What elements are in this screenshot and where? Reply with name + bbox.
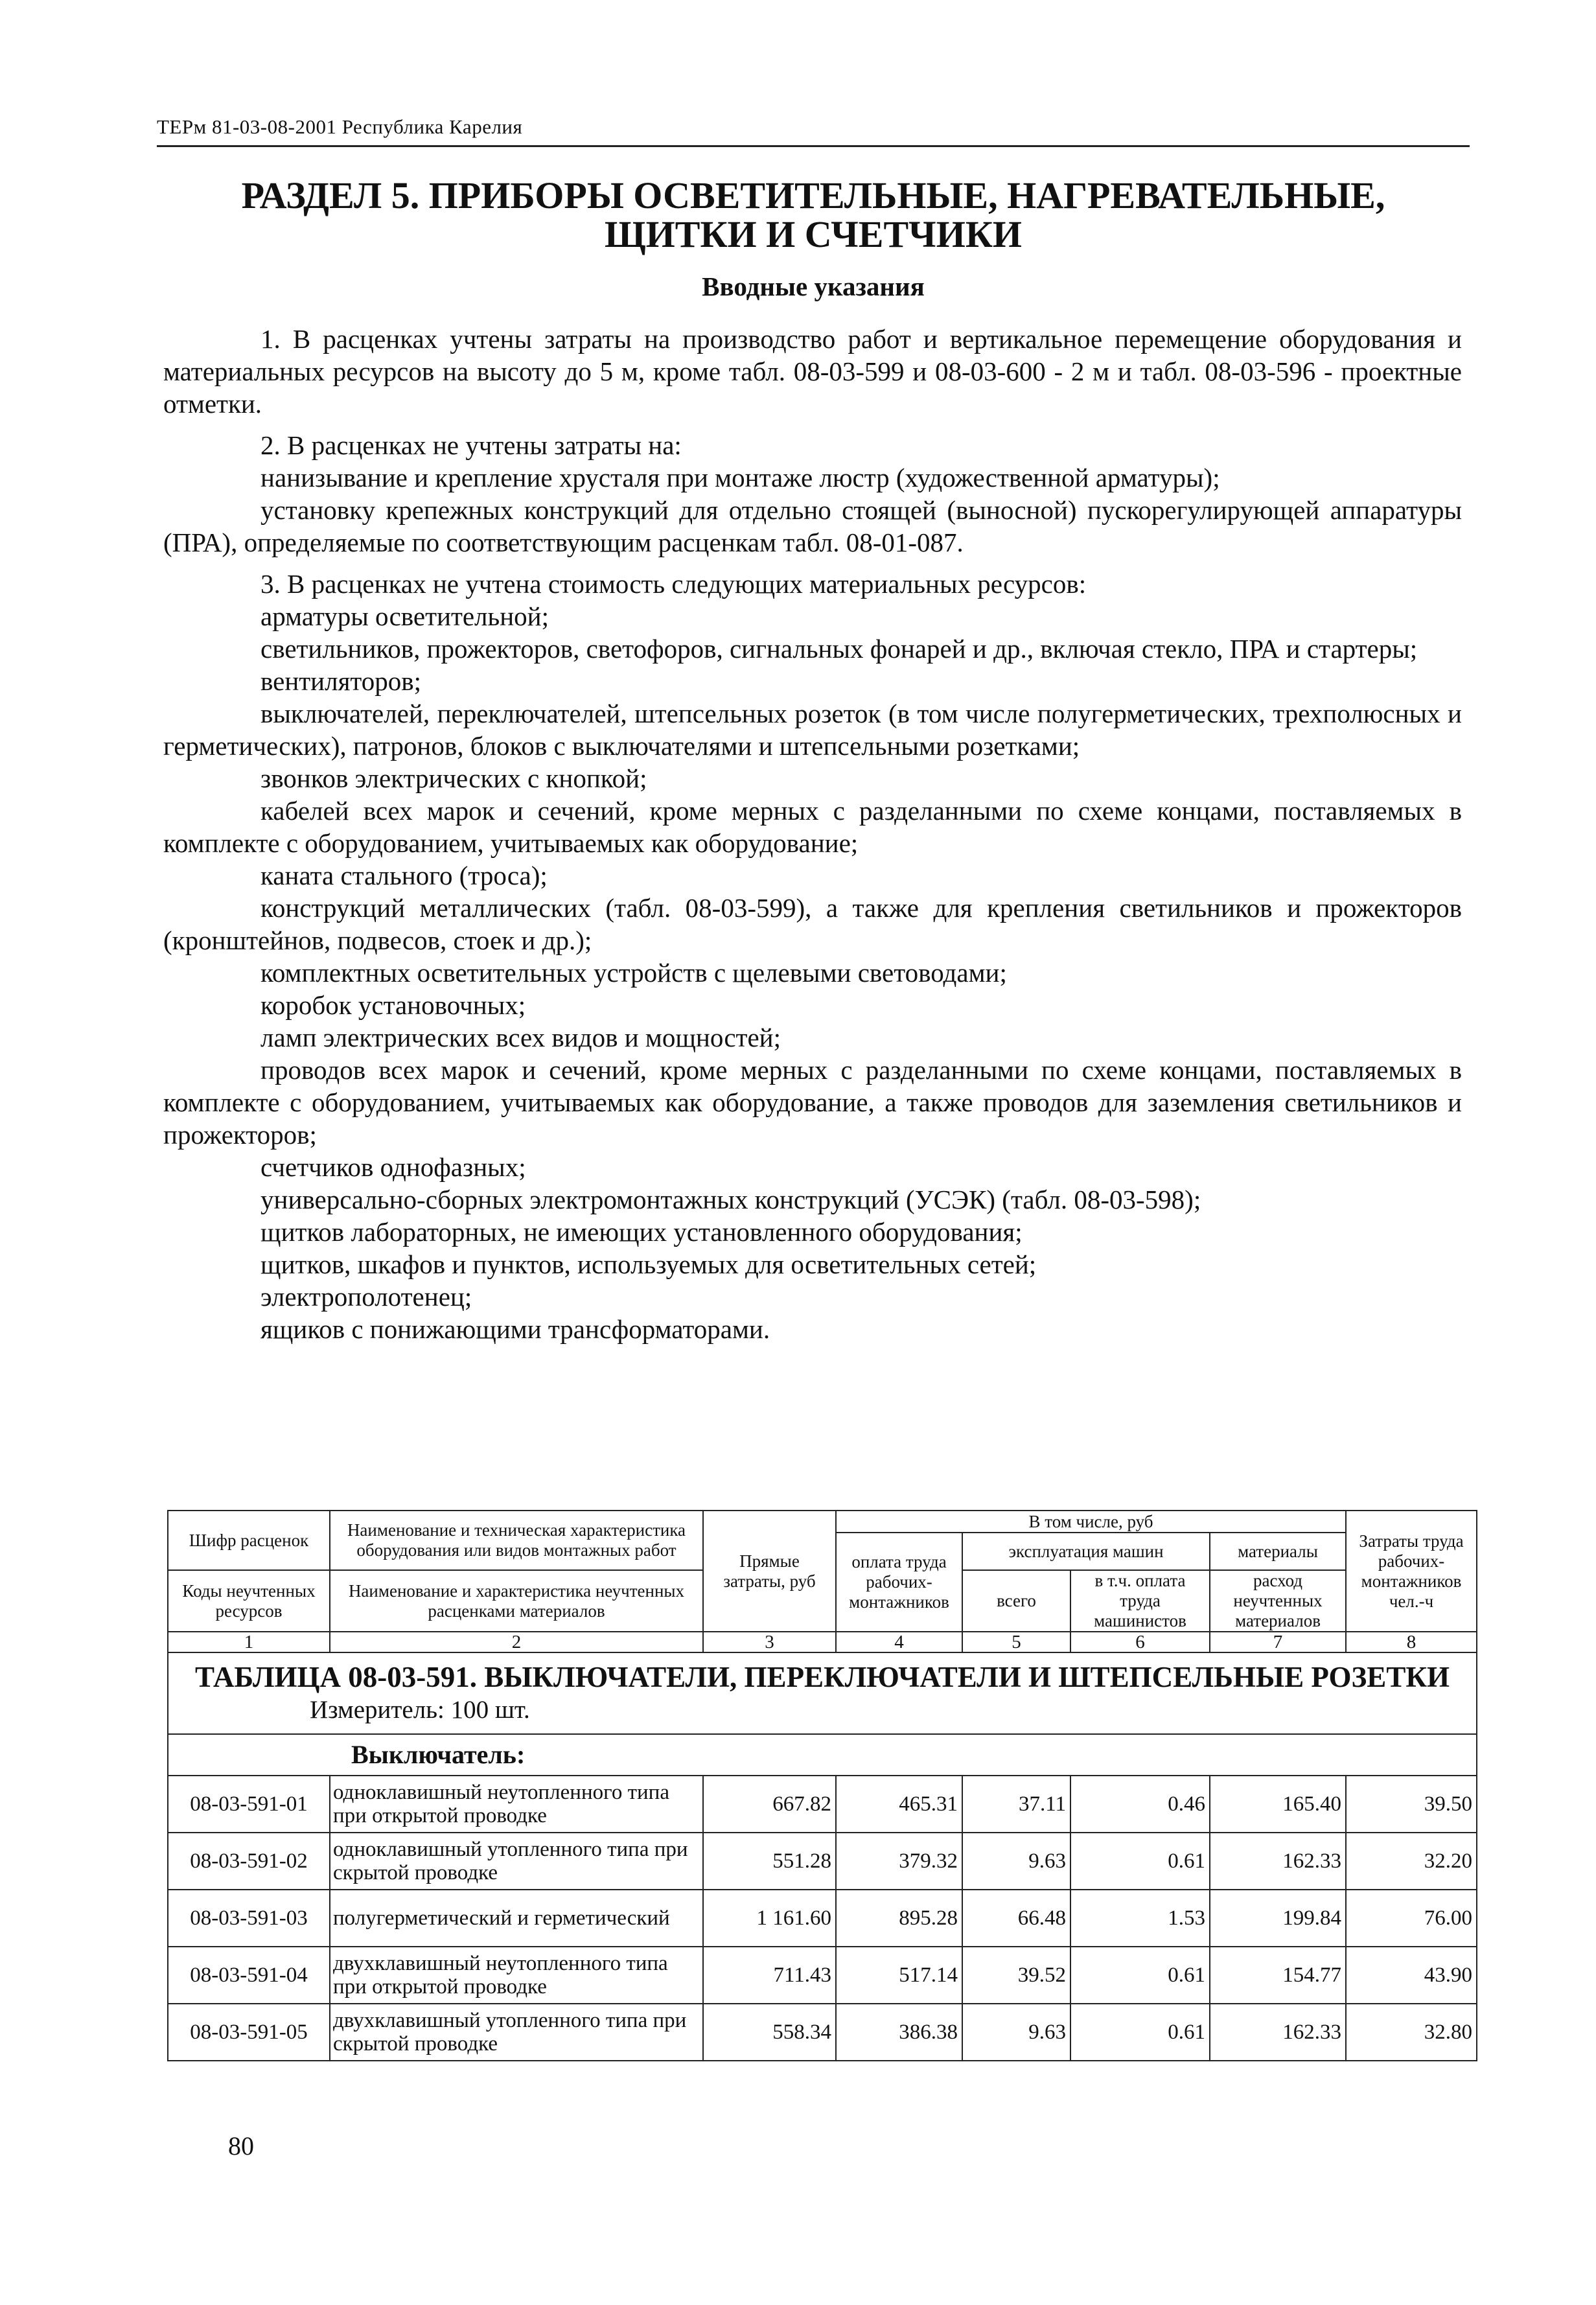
machinist-pay-value: 1.53 xyxy=(1070,1890,1210,1947)
labor-hours-value: 32.20 xyxy=(1346,1833,1477,1890)
direct-costs-value: 1 161.60 xyxy=(703,1890,836,1947)
paragraph: светильников, прожекторов, светофоров, сигнальных фонарей и др., включая стекло, ПРА и стартеры; xyxy=(260,634,1418,664)
rate-code: 08-03-591-03 xyxy=(168,1890,330,1947)
section-title-line1: РАЗДЕЛ 5. ПРИБОРЫ ОСВЕТИТЕЛЬНЫЕ, НАГРЕВАТЕЛЬНЫЕ, xyxy=(241,174,1385,216)
paragraph: проводов всех марок и сечений, кроме мерных с разделанными по схеме концами, поставляемых в комплекте с оборудованием, учитываемых как оборудование, а также проводов для заземления светильников и прожекторов; xyxy=(163,1055,1462,1150)
header-unaccounted-materials: Наименование и характеристика неучтенных расценками материалов xyxy=(330,1570,703,1632)
rate-description: двухклавишный неутопленного типа при открытой проводке xyxy=(330,1947,703,2004)
column-number: 6 xyxy=(1070,1632,1210,1652)
direct-costs-value: 711.43 xyxy=(703,1947,836,2004)
rate-code: 08-03-591-01 xyxy=(168,1776,330,1833)
paragraph: вентиляторов; xyxy=(260,666,422,696)
paragraph: щитков, шкафов и пунктов, используемых для осветительных сетей; xyxy=(260,1249,1037,1279)
rates-table-wrapper xyxy=(167,1510,1476,2061)
materials-value: 154.77 xyxy=(1210,1947,1346,2004)
column-number: 1 xyxy=(168,1632,330,1652)
group-heading: Выключатель: xyxy=(168,1734,1477,1776)
labor-pay-value: 386.38 xyxy=(836,2004,962,2061)
header-direct-costs: Прямые затраты, руб xyxy=(703,1511,836,1632)
running-header: ТЕРм 81-03-08-2001 Республика Карелия xyxy=(157,115,523,138)
header-name: Наименование и техническая характеристика оборудования или видов монтажных работ xyxy=(330,1511,703,1570)
paragraph: установку крепежных конструкций для отдельно стоящей (выносной) пускорегулирующей аппаратуры (ПРА), определяемые по соответствующим расценкам табл. 08-01-087. xyxy=(163,495,1462,557)
header-materials: материалы xyxy=(1210,1533,1346,1570)
paragraph: 2. В расценках не учтены затраты на: xyxy=(260,430,682,460)
paragraph: комплектных осветительных устройств с щелевыми световодами; xyxy=(260,958,1007,988)
materials-value: 199.84 xyxy=(1210,1890,1346,1947)
header-labor-pay: оплата труда рабочих-монтажников xyxy=(836,1533,962,1632)
machines-value: 9.63 xyxy=(962,2004,1070,2061)
header-machinist-pay: в т.ч. оплата труда машинистов xyxy=(1070,1570,1210,1632)
header-unaccounted-codes: Коды неучтенных ресурсов xyxy=(168,1570,330,1632)
table-title: ТАБЛИЦА 08-03-591. ВЫКЛЮЧАТЕЛИ, ПЕРЕКЛЮЧАТЕЛИ И ШТЕПСЕЛЬНЫЕ РОЗЕТКИ xyxy=(168,1652,1477,1695)
labor-pay-value: 517.14 xyxy=(836,1947,962,2004)
machines-value: 39.52 xyxy=(962,1947,1070,2004)
column-number: 4 xyxy=(836,1632,962,1652)
paragraph: ящиков с понижающими трансформаторами. xyxy=(260,1314,770,1344)
table-row xyxy=(168,1833,1477,1890)
header-machines: эксплуатация машин xyxy=(962,1533,1210,1570)
column-number-row xyxy=(168,1632,1477,1652)
paragraph: щитков лабораторных, не имеющих установленного оборудования; xyxy=(260,1217,1023,1247)
direct-costs-value: 558.34 xyxy=(703,2004,836,2061)
labor-hours-value: 39.50 xyxy=(1346,1776,1477,1833)
table-meter: Измеритель: 100 шт. xyxy=(168,1695,1477,1734)
column-number: 5 xyxy=(962,1632,1070,1652)
section-title-line2: ЩИТКИ И СЧЕТЧИКИ xyxy=(604,213,1022,255)
table-title-row xyxy=(168,1652,1477,1695)
header-row xyxy=(168,1511,1477,1533)
paragraph: кабелей всех марок и сечений, кроме мерных с разделанными по схеме концами, поставляемых в комплекте с оборудованием, учитываемых как оборудование; xyxy=(163,796,1462,858)
table-row xyxy=(168,1890,1477,1947)
column-number: 7 xyxy=(1210,1632,1346,1652)
paragraph: арматуры осветительной; xyxy=(260,601,549,631)
labor-pay-value: 379.32 xyxy=(836,1833,962,1890)
rate-code: 08-03-591-05 xyxy=(168,2004,330,2061)
machines-value: 37.11 xyxy=(962,1776,1070,1833)
header-labor-costs: Затраты труда рабочих-монтажников чел.-ч xyxy=(1346,1511,1477,1632)
materials-value: 162.33 xyxy=(1210,1833,1346,1890)
rate-code: 08-03-591-02 xyxy=(168,1833,330,1890)
machinist-pay-value: 0.61 xyxy=(1070,1833,1210,1890)
direct-costs-value: 551.28 xyxy=(703,1833,836,1890)
rate-description: двухклавишный утопленного типа при скрытой проводке xyxy=(330,2004,703,2061)
column-number: 3 xyxy=(703,1632,836,1652)
rates-table xyxy=(167,1510,1477,2061)
paragraph: 1. В расценках учтены затраты на производство работ и вертикальное перемещение оборудования и материальных ресурсов на высоту до 5 м, кроме табл. 08-03-599 и 08-03-600 - 2 м и табл. 08-03-596 - проектные отметки. xyxy=(163,324,1462,419)
materials-value: 165.40 xyxy=(1210,1776,1346,1833)
header-rule xyxy=(157,145,1470,147)
table-row xyxy=(168,2004,1477,2061)
table-row xyxy=(168,1947,1477,2004)
group-row xyxy=(168,1734,1477,1776)
table-row xyxy=(168,1776,1477,1833)
paragraph: звонков электрических с кнопкой; xyxy=(260,763,647,793)
header-code: Шифр расценок xyxy=(168,1511,330,1570)
paragraph: счетчиков однофазных; xyxy=(260,1152,526,1182)
paragraph: конструкций металлических (табл. 08-03-599), а также для крепления светильников и прожекторов (кронштейнов, подвесов, стоек и др.); xyxy=(163,893,1462,955)
labor-hours-value: 32.80 xyxy=(1346,2004,1477,2061)
machines-value: 66.48 xyxy=(962,1890,1070,1947)
header-machines-total: всего xyxy=(962,1570,1070,1632)
column-number: 8 xyxy=(1346,1632,1477,1652)
machinist-pay-value: 0.61 xyxy=(1070,2004,1210,2061)
direct-costs-value: 667.82 xyxy=(703,1776,836,1833)
paragraph: 3. В расценках не учтена стоимость следующих материальных ресурсов: xyxy=(260,569,1087,599)
header-including: В том числе, руб xyxy=(836,1511,1346,1533)
page-number: 80 xyxy=(228,2131,254,2160)
labor-hours-value: 43.90 xyxy=(1346,1947,1477,2004)
paragraph: нанизывание и крепление хрусталя при монтаже люстр (художественной арматуры); xyxy=(260,463,1220,492)
materials-value: 162.33 xyxy=(1210,2004,1346,2061)
labor-pay-value: 465.31 xyxy=(836,1776,962,1833)
paragraph: электрополотенец; xyxy=(260,1282,472,1312)
introductory-notes xyxy=(163,323,1462,1345)
section-subtitle: Вводные указания xyxy=(702,272,925,301)
paragraph: каната стального (троса); xyxy=(260,861,548,890)
rate-description: одноклавишный неутопленного типа при открытой проводке xyxy=(330,1776,703,1833)
rate-description: полугерметический и герметический xyxy=(330,1890,703,1947)
labor-hours-value: 76.00 xyxy=(1346,1890,1477,1947)
header-materials-unaccounted: расход неучтенных материалов xyxy=(1210,1570,1346,1632)
machinist-pay-value: 0.46 xyxy=(1070,1776,1210,1833)
paragraph: ламп электрических всех видов и мощностей; xyxy=(260,1023,781,1052)
rate-code: 08-03-591-04 xyxy=(168,1947,330,2004)
rate-description: одноклавишный утопленного типа при скрытой проводке xyxy=(330,1833,703,1890)
machines-value: 9.63 xyxy=(962,1833,1070,1890)
column-number: 2 xyxy=(330,1632,703,1652)
paragraph: универсально-сборных электромонтажных конструкций (УСЭК) (табл. 08-03-598); xyxy=(260,1185,1201,1214)
machinist-pay-value: 0.61 xyxy=(1070,1947,1210,2004)
paragraph: выключателей, переключателей, штепсельных розеток (в том числе полугерметических, трехполюсных и герметических), патронов, блоков с выключателями и штепсельными розетками; xyxy=(163,699,1462,761)
paragraph: коробок установочных; xyxy=(260,990,526,1020)
labor-pay-value: 895.28 xyxy=(836,1890,962,1947)
meter-row xyxy=(168,1695,1477,1734)
